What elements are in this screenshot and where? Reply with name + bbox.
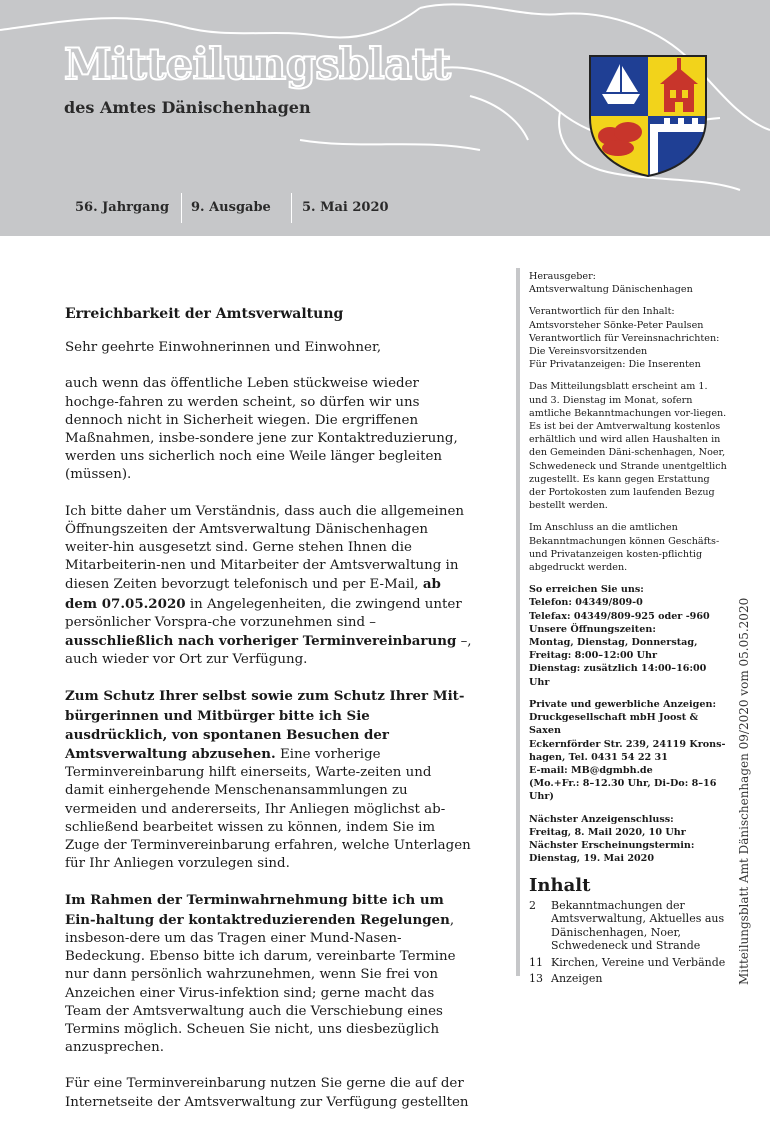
paragraph-5: Für eine Terminvereinbarung nutzen Sie gerne die auf der Internetseite der Amtsverwaltung zur Verfügung gestellten	[65, 1076, 469, 1110]
table-of-contents	[529, 899, 727, 986]
article	[65, 305, 473, 1130]
contact-line: Freitag: 8:00–12:00 Uhr	[529, 650, 658, 662]
toc-page: 13	[529, 972, 543, 986]
deadline-line: Nächster Erscheinungstermin:	[529, 839, 695, 851]
imprint-sidebar	[529, 270, 727, 989]
contact-line: So erreichen Sie uns:	[529, 584, 644, 596]
text-run: in Angelegenheiten, die zwingend unter persönlicher Vorspra-che vorzunehmen sind –	[65, 596, 462, 630]
masthead-subtitle: des Amtes Dänischenhagen	[64, 98, 311, 117]
publisher-block	[529, 270, 727, 296]
publisher-name: Amtsverwaltung Dänischenhagen	[529, 284, 693, 296]
ads-note-block: Im Anschluss an die amtlichen Bekanntmachungen können Geschäfts- und Privatanzeigen kosten-pflichtig abgedruckt werden.	[529, 522, 720, 574]
toc-page: 2	[529, 898, 536, 912]
toc-text: Anzeigen	[551, 972, 603, 986]
ads-contact-block	[529, 698, 727, 804]
salutation: Sehr geehrte Einwohnerinnen und Einwohner,	[65, 340, 382, 356]
toc-text: Bekanntmachungen der Amtsverwaltung, Aktuelles aus Dänischenhagen, Noer, Schwedeneck und Strande	[551, 898, 725, 953]
issue-label: 9. Ausgabe	[191, 200, 271, 215]
text-run: , insbeson-dere um das Tragen einer Mund-Nasen-Bedeckung. Ebenso bitte ich darum, vereinbarte Termine nur dann persönlich wahrzunehmen, wenn Sie frei von Anzeichen einer Virus-infektion sind; gerne macht das Team der Amtsverwaltung auch die Verschiebung eines Termins möglich. Scheuen Sie nicht, uns diesbezüglich anzusprechen.	[65, 912, 456, 1056]
request-emphasis: Zum Schutz Ihrer selbst sowie zum Schutz Ihrer Mit-bürgerinnen und Mitbürger bitte ich Sie ausdrücklich, von spontanen Besuchen der Amtsverwaltung abzusehen.	[65, 688, 465, 763]
contact-line: Dienstag: zusätzlich 14:00–16:00 Uhr	[529, 663, 707, 688]
text-run: Eine vorherige Terminvereinbarung hilft einerseits, Warte-zeiten und damit einhergehende Menschenansammlungen zu vermeiden und andererseits, Ihr Anliegen möglichst ab-schließend bearbeitet wissen zu können, indem Sie im Zuge der Terminvereinbarung erfahren, welche Unterlagen für Ihr Anliegen vorzulegen sind.	[65, 747, 471, 872]
ads-line: E-mail: MB@dgmbh.de	[529, 764, 653, 776]
toc-page: 11	[529, 955, 543, 969]
responsible-block	[529, 305, 727, 371]
toc-item	[529, 956, 727, 970]
toc-item	[529, 972, 727, 986]
volume-label: 56. Jahrgang	[75, 200, 170, 215]
responsible-line: Die Vereinsvorsitzenden	[529, 346, 648, 358]
article-heading: Erreichbarkeit der Amtsverwaltung	[65, 306, 344, 322]
contact-block	[529, 583, 727, 689]
contact-line: Telefon: 04349/809-0	[529, 597, 643, 609]
toc-title: Inhalt	[529, 875, 591, 897]
date-emphasis: ab dem 07.05.2020	[65, 576, 441, 612]
text-run: Ich bitte daher um Verständnis, dass auch die allgemeinen Öffnungszeiten der Amtsverwaltung Dänischenhagen weiter-hin ausgesetzt sind. Gerne stehen Ihnen die Mitarbeiterin-nen und Mitarbeiter der Amtsverwaltung in diesen Zeiten bevorzugt telefonisch und per E-Mail,	[65, 503, 464, 593]
responsible-line: Amtsvorsteher Sönke-Peter Paulsen	[529, 319, 704, 331]
appointment-emphasis: ausschließlich nach vorheriger Terminvereinbarung	[65, 633, 457, 650]
about-block: Das Mitteilungsblatt erscheint am 1. und 3. Dienstag im Monat, sofern amtliche Bekanntmachungen vor-liegen. Es ist bei der Amtverwaltung kostenlos erhältlich und wird allen Haushalten in den Gemeinden Däni-schenhagen, Noer, Schwedeneck und Strande unentgeltlich zugestellt. Es kann gegen Erstattung der Portokosten zum laufenden Bezug bestellt werden.	[529, 381, 727, 512]
contact-line: Telefax: 04349/809-925 oder -960	[529, 610, 710, 622]
paragraph-4	[65, 891, 473, 1057]
sidebar-rule	[516, 268, 520, 976]
text-run: –, auch wieder vor Ort zur Verfügung.	[65, 634, 472, 668]
meta-divider	[181, 193, 182, 223]
ads-line: hagen, Tel. 0431 54 22 31	[529, 751, 668, 763]
responsible-label: Verantwortlich für den Inhalt:	[529, 306, 675, 318]
contact-line: Unsere Öffnungszeiten:	[529, 623, 656, 635]
ads-line: Private und gewerbliche Anzeigen:	[529, 698, 717, 710]
deadline-line: Freitag, 8. Mail 2020, 10 Uhr	[529, 826, 686, 838]
paragraph-3	[65, 687, 473, 873]
coat-of-arms-image	[588, 54, 708, 178]
toc-item	[529, 899, 727, 953]
paragraph-1: auch wenn das öffentliche Leben stückweise wieder hochge-fahren zu werden scheint, so dürfen wir uns dennoch nicht in Sicherheit wiegen. Die ergriffenen Maßnahmen, insbe-sondere jene zur Kontaktreduzierung, werden uns sicherlich noch eine Weile länger begleiten (müssen).	[65, 376, 458, 483]
ads-line: Druckgesellschaft mbH Joost & Saxen	[529, 712, 699, 737]
ads-line: (Mo.+Fr.: 8–12.30 Uhr, Di-Do: 8–16 Uhr)	[529, 778, 717, 803]
meta-divider	[291, 193, 292, 223]
responsible-line: Verantwortlich für Vereinsnachrichten:	[529, 332, 720, 344]
deadline-line: Dienstag, 19. Mai 2020	[529, 853, 655, 865]
masthead	[0, 0, 770, 236]
paragraph-2	[65, 503, 473, 670]
date-label: 5. Mai 2020	[302, 200, 389, 215]
vertical-issue-note: Mitteilungsblatt Amt Dänischenhagen 09/2020 vom 05.05.2020	[737, 597, 751, 985]
contact-line: Montag, Dienstag, Donnerstag,	[529, 637, 698, 649]
rules-emphasis: Im Rahmen der Terminwahrnehmung bitte ich um Ein-haltung der kontaktreduzierenden Regelungen	[65, 892, 450, 928]
ads-line: Eckernförder Str. 239, 24119 Krons-	[529, 738, 726, 750]
deadline-line: Nächster Anzeigenschluss:	[529, 813, 674, 825]
responsible-line: Für Privatanzeigen: Die Inserenten	[529, 359, 701, 371]
masthead-title: Mitteilungsblatt	[64, 40, 451, 90]
publisher-label: Herausgeber:	[529, 271, 596, 282]
toc-text: Kirchen, Vereine und Verbände	[551, 955, 726, 969]
deadline-block	[529, 813, 727, 866]
